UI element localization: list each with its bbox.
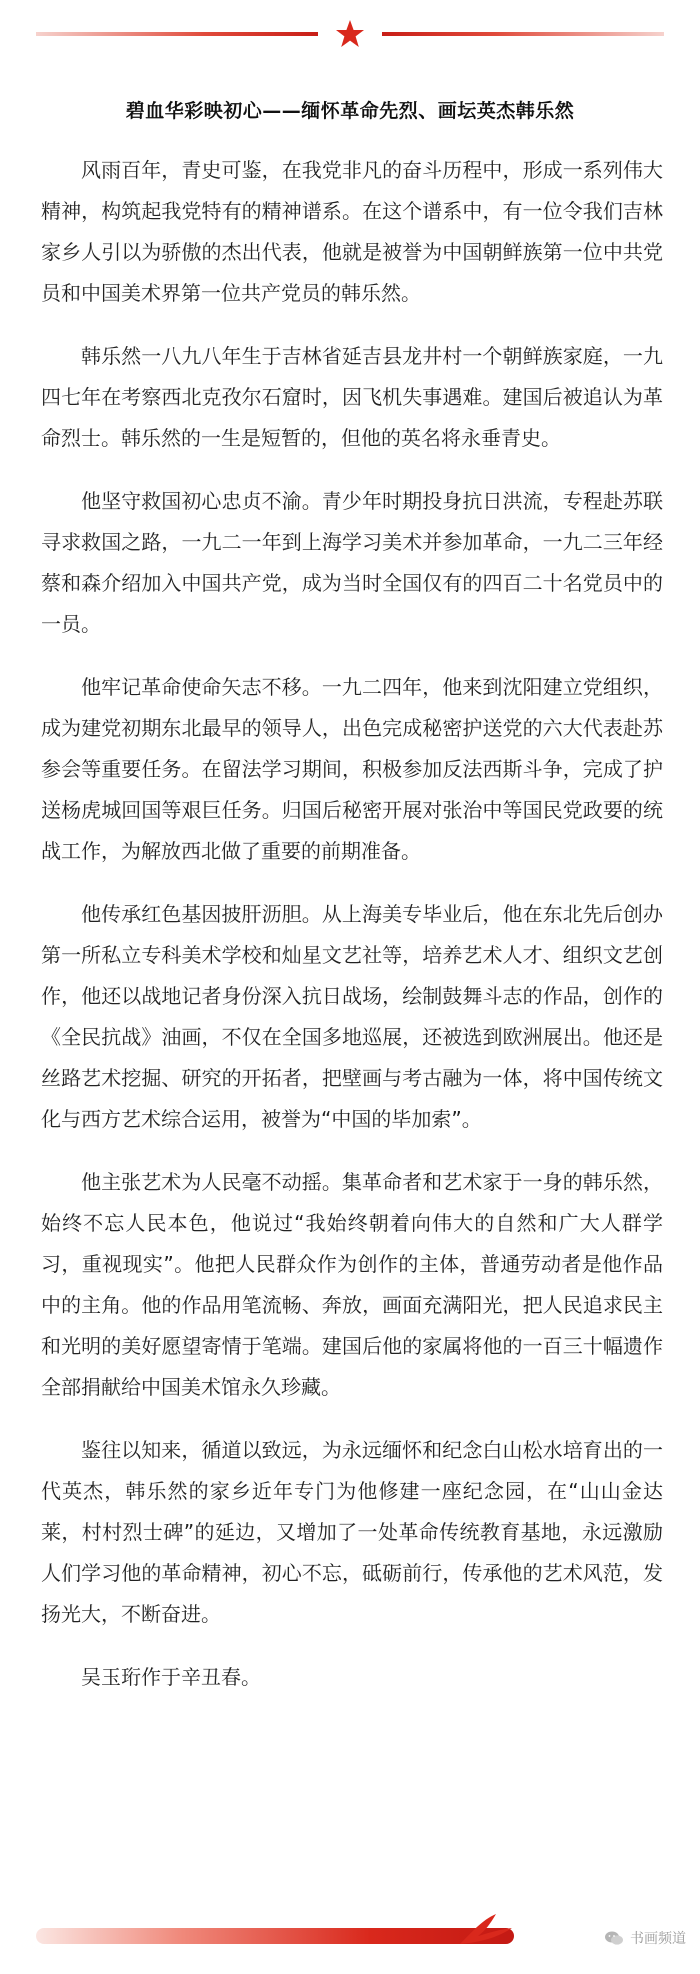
paragraph: 他主张艺术为人民毫不动摇。集革命者和艺术家于一身的韩乐然，始终不忘人民本色，他说过“我始终朝着向伟大的自然和广大人群学习，重视现实”。他把人民群众作为创作的主体，普通劳动者是他作品中的主角。他的作品用笔流畅、奔放，画面充满阳光，把人民追求民主和光明的美好愿望寄情于笔端。建国后他的家属将他的一百三十幅遗作全部捐献给中国美术馆永久珍藏。 bbox=[41, 1170, 663, 1399]
paragraph: 风雨百年，青史可鉴，在我党非凡的奋斗历程中，形成一系列伟大精神，构筑起我党特有的精神谱系。在这个谱系中，有一位令我们吉林家乡人引以为骄傲的杰出代表，他就是被誉为中国朝鲜族第一位中共党员和中国美术界第一位共产党员的韩乐然。 bbox=[41, 158, 663, 305]
red-star-icon bbox=[334, 18, 366, 50]
footer-decoration bbox=[36, 1910, 664, 1950]
article-body bbox=[41, 150, 663, 1720]
red-ribbon bbox=[36, 1928, 514, 1944]
header-line-left bbox=[36, 32, 318, 36]
wechat-icon bbox=[604, 1930, 624, 1946]
paragraph: 鉴往以知来，循道以致远，为永远缅怀和纪念白山松水培育出的一代英杰，韩乐然的家乡近年专门为他修建一座纪念园，在“山山金达莱，村村烈士碑”的延边，又增加了一处革命传统教育基地，永远激励人们学习他的革命精神，初心不忘，砥砺前行，传承他的艺术风范，发扬光大，不断奋进。 bbox=[41, 1438, 663, 1626]
header-decoration bbox=[36, 22, 664, 46]
paragraph: 他牢记革命使命矢志不移。一九二四年，他来到沈阳建立党组织，成为建党初期东北最早的领导人，出色完成秘密护送党的六大代表赴苏参会等重要任务。在留法学习期间，积极参加反法西斯斗争，完成了护送杨虎城回国等艰巨任务。归国后秘密开展对张治中等国民党政要的统战工作，为解放西北做了重要的前期准备。 bbox=[41, 675, 663, 863]
paragraph: 韩乐然一八九八年生于吉林省延吉县龙井村一个朝鲜族家庭，一九四七年在考察西北克孜尔石窟时，因飞机失事遇难。建国后被追认为革命烈士。韩乐然的一生是短暂的，但他的英名将永垂青史。 bbox=[41, 344, 663, 450]
red-flag-icon bbox=[456, 1910, 516, 1948]
article-title: 碧血华彩映初心——缅怀革命先烈、画坛英杰韩乐然 bbox=[125, 100, 575, 122]
paragraph: 他坚守救国初心忠贞不渝。青少年时期投身抗日洪流，专程赴苏联寻求救国之路，一九二一年到上海学习美术并参加革命，一九二三年经蔡和森介绍加入中国共产党，成为当时全国仅有的四百二十名党员中的一员。 bbox=[41, 489, 663, 636]
watermark-text: 书画频道 bbox=[630, 1931, 686, 1947]
header-line-right bbox=[382, 32, 664, 36]
author-signature: 吴玉珩作于辛丑春。 bbox=[81, 1665, 261, 1689]
paragraph: 他传承红色基因披肝沥胆。从上海美专毕业后，他在东北先后创办第一所私立专科美术学校和灿星文艺社等，培养艺术人才、组织文艺创作，他还以战地记者身份深入抗日战场，绘制鼓舞斗志的作品，创作的《全民抗战》油画，不仅在全国多地巡展，还被选到欧洲展出。他还是丝路艺术挖掘、研究的开拓者，把壁画与考古融为一体，将中国传统文化与西方艺术综合运用，被誉为“中国的毕加索”。 bbox=[41, 902, 663, 1131]
watermark bbox=[604, 1928, 686, 1948]
